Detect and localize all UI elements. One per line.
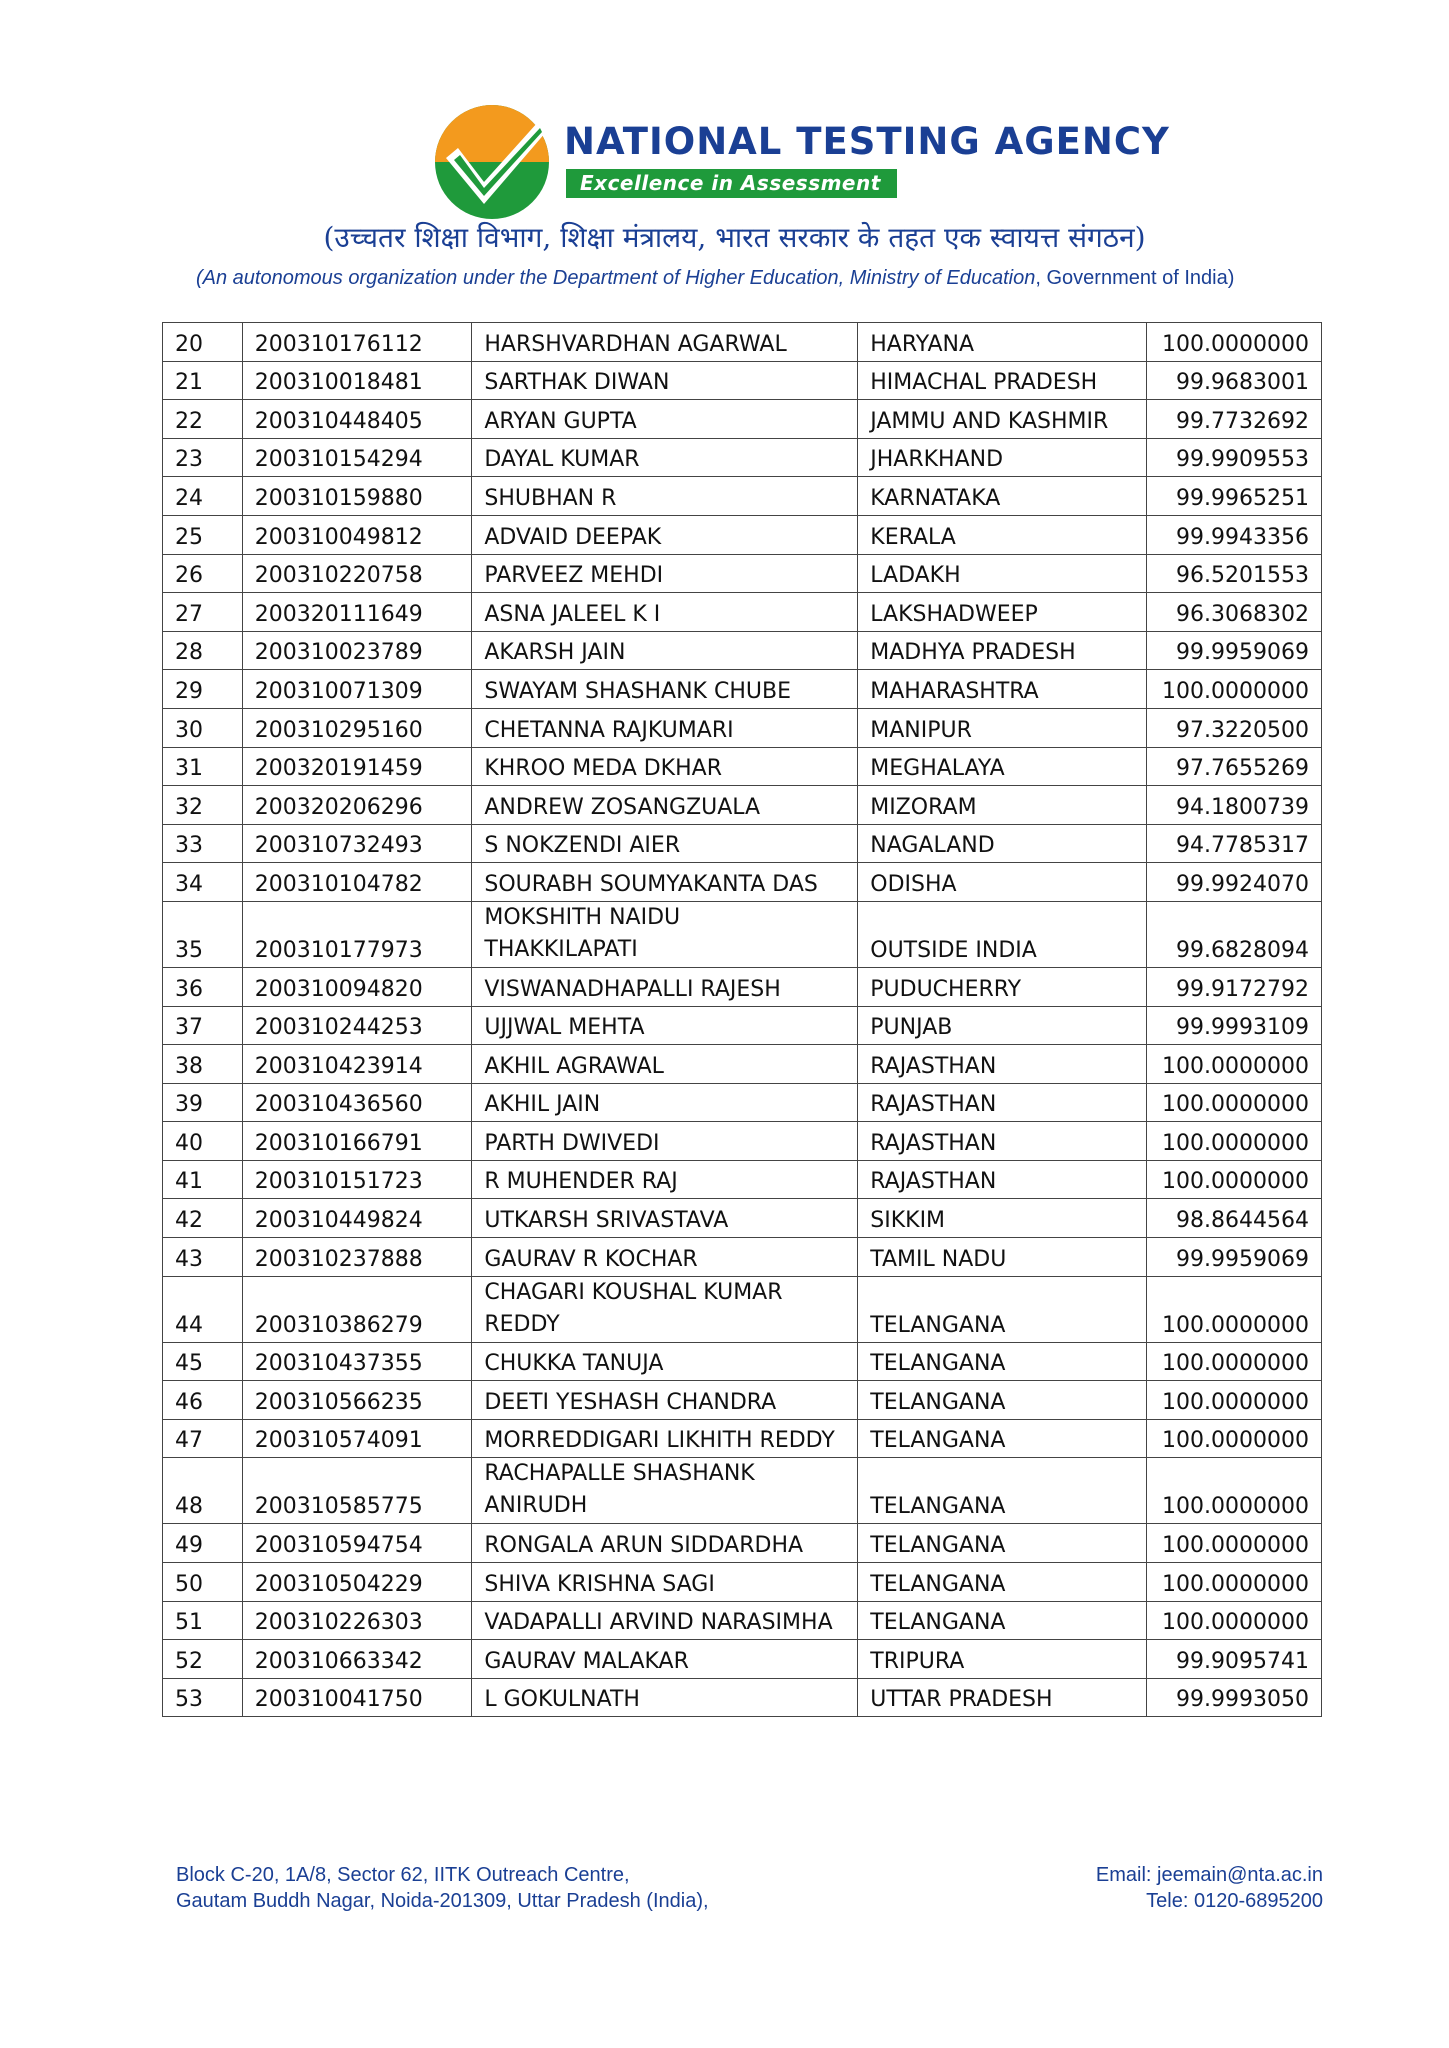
table-row bbox=[163, 1122, 1322, 1161]
table-row bbox=[163, 1276, 1322, 1342]
cell-score: 100.0000000 bbox=[1147, 1563, 1322, 1602]
table-row bbox=[163, 1342, 1322, 1381]
cell-score: 99.9683001 bbox=[1147, 361, 1322, 400]
table-row bbox=[163, 786, 1322, 825]
cell-candidate-name: PARVEEZ MEHDI bbox=[472, 554, 858, 593]
cell-serial-number: 28 bbox=[163, 631, 243, 670]
cell-state: RAJASTHAN bbox=[858, 1160, 1147, 1199]
cell-candidate-name: VADAPALLI ARVIND NARASIMHA bbox=[472, 1601, 858, 1640]
cell-score: 100.0000000 bbox=[1147, 670, 1322, 709]
cell-score: 99.9172792 bbox=[1147, 967, 1322, 1006]
cell-serial-number: 47 bbox=[163, 1419, 243, 1458]
cell-application-number: 200310594754 bbox=[242, 1524, 472, 1563]
cell-score: 100.0000000 bbox=[1147, 1160, 1322, 1199]
table-row bbox=[163, 477, 1322, 516]
cell-state: HIMACHAL PRADESH bbox=[858, 361, 1147, 400]
cell-application-number: 200310159880 bbox=[242, 477, 472, 516]
table-row bbox=[163, 1199, 1322, 1238]
cell-serial-number: 52 bbox=[163, 1640, 243, 1679]
agency-tagline: Excellence in Assessment bbox=[566, 169, 897, 198]
cell-score: 100.0000000 bbox=[1147, 1601, 1322, 1640]
cell-application-number: 200310049812 bbox=[242, 515, 472, 554]
cell-state: SIKKIM bbox=[858, 1199, 1147, 1238]
cell-serial-number: 38 bbox=[163, 1045, 243, 1084]
cell-score: 97.3220500 bbox=[1147, 708, 1322, 747]
cell-application-number: 200310449824 bbox=[242, 1199, 472, 1238]
table-row bbox=[163, 400, 1322, 439]
table-row bbox=[163, 1524, 1322, 1563]
table-row bbox=[163, 1381, 1322, 1420]
english-subtitle-italic: (An autonomous organization under the Department of Higher Education, Ministry of Education bbox=[196, 267, 1036, 289]
cell-candidate-name: MORREDDIGARI LIKHITH REDDY bbox=[472, 1419, 858, 1458]
cell-application-number: 200310386279 bbox=[242, 1276, 472, 1342]
cell-serial-number: 41 bbox=[163, 1160, 243, 1199]
cell-score: 100.0000000 bbox=[1147, 1122, 1322, 1161]
table-row bbox=[163, 708, 1322, 747]
cell-serial-number: 24 bbox=[163, 477, 243, 516]
cell-candidate-name: KHROO MEDA DKHAR bbox=[472, 747, 858, 786]
cell-state: KARNATAKA bbox=[858, 477, 1147, 516]
cell-serial-number: 37 bbox=[163, 1006, 243, 1045]
table-row bbox=[163, 863, 1322, 902]
footer-address bbox=[176, 1862, 709, 1914]
table-row bbox=[163, 747, 1322, 786]
cell-application-number: 200310104782 bbox=[242, 863, 472, 902]
cell-serial-number: 27 bbox=[163, 593, 243, 632]
cell-serial-number: 33 bbox=[163, 824, 243, 863]
cell-candidate-name: SARTHAK DIWAN bbox=[472, 361, 858, 400]
cell-score: 100.0000000 bbox=[1147, 323, 1322, 362]
cell-application-number: 200310226303 bbox=[242, 1601, 472, 1640]
cell-application-number: 200320191459 bbox=[242, 747, 472, 786]
table-row bbox=[163, 901, 1322, 967]
table-row bbox=[163, 1083, 1322, 1122]
table-row bbox=[163, 515, 1322, 554]
cell-serial-number: 31 bbox=[163, 747, 243, 786]
table-row bbox=[163, 967, 1322, 1006]
cell-serial-number: 21 bbox=[163, 361, 243, 400]
cell-candidate-name: GAURAV MALAKAR bbox=[472, 1640, 858, 1679]
cell-application-number: 200310176112 bbox=[242, 323, 472, 362]
cell-score: 99.9993050 bbox=[1147, 1678, 1322, 1717]
cell-serial-number: 49 bbox=[163, 1524, 243, 1563]
cell-state: JAMMU AND KASHMIR bbox=[858, 400, 1147, 439]
cell-state: TELANGANA bbox=[858, 1276, 1147, 1342]
cell-state: MIZORAM bbox=[858, 786, 1147, 825]
cell-application-number: 200310663342 bbox=[242, 1640, 472, 1679]
table-row bbox=[163, 1006, 1322, 1045]
cell-serial-number: 53 bbox=[163, 1678, 243, 1717]
cell-candidate-name: CHAGARI KOUSHAL KUMAR REDDY bbox=[472, 1276, 858, 1342]
cell-state: OUTSIDE INDIA bbox=[858, 901, 1147, 967]
cell-candidate-name: L GOKULNATH bbox=[472, 1678, 858, 1717]
table-row bbox=[163, 438, 1322, 477]
cell-serial-number: 30 bbox=[163, 708, 243, 747]
table-row bbox=[163, 1419, 1322, 1458]
cell-application-number: 200310237888 bbox=[242, 1238, 472, 1277]
cell-candidate-name: SHIVA KRISHNA SAGI bbox=[472, 1563, 858, 1602]
cell-candidate-name: HARSHVARDHAN AGARWAL bbox=[472, 323, 858, 362]
cell-serial-number: 34 bbox=[163, 863, 243, 902]
cell-candidate-name: PARTH DWIVEDI bbox=[472, 1122, 858, 1161]
cell-state: TELANGANA bbox=[858, 1524, 1147, 1563]
cell-application-number: 200310732493 bbox=[242, 824, 472, 863]
cell-candidate-name: AKHIL AGRAWAL bbox=[472, 1045, 858, 1084]
cell-serial-number: 51 bbox=[163, 1601, 243, 1640]
footer-contact bbox=[1096, 1862, 1323, 1914]
cell-application-number: 200310437355 bbox=[242, 1342, 472, 1381]
cell-candidate-name: ADVAID DEEPAK bbox=[472, 515, 858, 554]
cell-application-number: 200310071309 bbox=[242, 670, 472, 709]
cell-application-number: 200320111649 bbox=[242, 593, 472, 632]
cell-state: TELANGANA bbox=[858, 1458, 1147, 1524]
cell-score: 100.0000000 bbox=[1147, 1458, 1322, 1524]
cell-candidate-name: GAURAV R KOCHAR bbox=[472, 1238, 858, 1277]
cell-application-number: 200310566235 bbox=[242, 1381, 472, 1420]
cell-score: 96.5201553 bbox=[1147, 554, 1322, 593]
cell-state: MANIPUR bbox=[858, 708, 1147, 747]
cell-candidate-name: SWAYAM SHASHANK CHUBE bbox=[472, 670, 858, 709]
cell-state: UTTAR PRADESH bbox=[858, 1678, 1147, 1717]
table-row bbox=[163, 1601, 1322, 1640]
table-row bbox=[163, 1563, 1322, 1602]
cell-state: ODISHA bbox=[858, 863, 1147, 902]
cell-score: 99.9959069 bbox=[1147, 1238, 1322, 1277]
cell-candidate-name: DAYAL KUMAR bbox=[472, 438, 858, 477]
table-row bbox=[163, 323, 1322, 362]
cell-state: TELANGANA bbox=[858, 1381, 1147, 1420]
cell-serial-number: 26 bbox=[163, 554, 243, 593]
table-row bbox=[163, 670, 1322, 709]
results-table bbox=[162, 322, 1322, 1717]
cell-score: 100.0000000 bbox=[1147, 1276, 1322, 1342]
cell-serial-number: 36 bbox=[163, 967, 243, 1006]
cell-state: TELANGANA bbox=[858, 1419, 1147, 1458]
cell-score: 97.7655269 bbox=[1147, 747, 1322, 786]
footer-address-line2: Gautam Buddh Nagar, Noida-201309, Uttar Pradesh (India), bbox=[176, 1890, 709, 1912]
cell-serial-number: 40 bbox=[163, 1122, 243, 1161]
footer-email: Email: jeemain@nta.ac.in bbox=[1095, 1864, 1323, 1886]
cell-score: 100.0000000 bbox=[1147, 1083, 1322, 1122]
cell-application-number: 200320206296 bbox=[242, 786, 472, 825]
cell-score: 99.9924070 bbox=[1147, 863, 1322, 902]
cell-state: TRIPURA bbox=[858, 1640, 1147, 1679]
cell-application-number: 200310151723 bbox=[242, 1160, 472, 1199]
cell-state: MAHARASHTRA bbox=[858, 670, 1147, 709]
cell-state: JHARKHAND bbox=[858, 438, 1147, 477]
cell-application-number: 200310094820 bbox=[242, 967, 472, 1006]
cell-candidate-name: RACHAPALLE SHASHANK ANIRUDH bbox=[472, 1458, 858, 1524]
cell-application-number: 200310295160 bbox=[242, 708, 472, 747]
cell-score: 99.9095741 bbox=[1147, 1640, 1322, 1679]
cell-state: MEGHALAYA bbox=[858, 747, 1147, 786]
cell-application-number: 200310244253 bbox=[242, 1006, 472, 1045]
cell-score: 99.6828094 bbox=[1147, 901, 1322, 967]
cell-serial-number: 39 bbox=[163, 1083, 243, 1122]
cell-state: TAMIL NADU bbox=[858, 1238, 1147, 1277]
cell-state: MADHYA PRADESH bbox=[858, 631, 1147, 670]
cell-serial-number: 43 bbox=[163, 1238, 243, 1277]
table-row bbox=[163, 554, 1322, 593]
cell-score: 100.0000000 bbox=[1147, 1045, 1322, 1084]
cell-state: LAKSHADWEEP bbox=[858, 593, 1147, 632]
cell-serial-number: 48 bbox=[163, 1458, 243, 1524]
cell-serial-number: 32 bbox=[163, 786, 243, 825]
cell-application-number: 200310023789 bbox=[242, 631, 472, 670]
cell-serial-number: 20 bbox=[163, 323, 243, 362]
footer-address-line1: Block C-20, 1A/8, Sector 62, IITK Outreach Centre, bbox=[176, 1864, 630, 1886]
cell-application-number: 200310154294 bbox=[242, 438, 472, 477]
cell-score: 94.1800739 bbox=[1147, 786, 1322, 825]
cell-application-number: 200310041750 bbox=[242, 1678, 472, 1717]
cell-candidate-name: ASNA JALEEL K I bbox=[472, 593, 858, 632]
cell-serial-number: 45 bbox=[163, 1342, 243, 1381]
table-row bbox=[163, 631, 1322, 670]
footer-phone: Tele: 0120-6895200 bbox=[1146, 1890, 1323, 1912]
cell-candidate-name: AKARSH JAIN bbox=[472, 631, 858, 670]
nta-checkmark-logo-icon bbox=[434, 104, 550, 220]
cell-candidate-name: CHUKKA TANUJA bbox=[472, 1342, 858, 1381]
cell-serial-number: 22 bbox=[163, 400, 243, 439]
cell-serial-number: 23 bbox=[163, 438, 243, 477]
cell-candidate-name: AKHIL JAIN bbox=[472, 1083, 858, 1122]
cell-serial-number: 46 bbox=[163, 1381, 243, 1420]
cell-candidate-name: ARYAN GUPTA bbox=[472, 400, 858, 439]
cell-application-number: 200310574091 bbox=[242, 1419, 472, 1458]
cell-candidate-name: VISWANADHAPALLI RAJESH bbox=[472, 967, 858, 1006]
agency-name: NATIONAL TESTING AGENCY bbox=[564, 120, 1170, 163]
cell-candidate-name: DEETI YESHASH CHANDRA bbox=[472, 1381, 858, 1420]
table-row bbox=[163, 1678, 1322, 1717]
cell-state: LADAKH bbox=[858, 554, 1147, 593]
cell-candidate-name: CHETANNA RAJKUMARI bbox=[472, 708, 858, 747]
cell-state: HARYANA bbox=[858, 323, 1147, 362]
cell-score: 96.3068302 bbox=[1147, 593, 1322, 632]
cell-application-number: 200310018481 bbox=[242, 361, 472, 400]
cell-state: TELANGANA bbox=[858, 1601, 1147, 1640]
table-row bbox=[163, 593, 1322, 632]
cell-score: 98.8644564 bbox=[1147, 1199, 1322, 1238]
cell-candidate-name: SHUBHAN R bbox=[472, 477, 858, 516]
cell-candidate-name: SOURABH SOUMYAKANTA DAS bbox=[472, 863, 858, 902]
english-subtitle-rest: , Government of India) bbox=[1035, 267, 1235, 289]
cell-state: RAJASTHAN bbox=[858, 1083, 1147, 1122]
cell-candidate-name: UTKARSH SRIVASTAVA bbox=[472, 1199, 858, 1238]
table-row bbox=[163, 1045, 1322, 1084]
table-row bbox=[163, 1238, 1322, 1277]
cell-score: 99.9909553 bbox=[1147, 438, 1322, 477]
cell-score: 99.9993109 bbox=[1147, 1006, 1322, 1045]
table-row bbox=[163, 361, 1322, 400]
cell-score: 99.9943356 bbox=[1147, 515, 1322, 554]
cell-state: KERALA bbox=[858, 515, 1147, 554]
cell-score: 100.0000000 bbox=[1147, 1342, 1322, 1381]
cell-score: 99.9959069 bbox=[1147, 631, 1322, 670]
cell-candidate-name: ANDREW ZOSANGZUALA bbox=[472, 786, 858, 825]
cell-state: PUDUCHERRY bbox=[858, 967, 1147, 1006]
cell-serial-number: 29 bbox=[163, 670, 243, 709]
cell-state: PUNJAB bbox=[858, 1006, 1147, 1045]
english-subtitle bbox=[196, 267, 1234, 290]
cell-serial-number: 35 bbox=[163, 901, 243, 967]
cell-candidate-name: RONGALA ARUN SIDDARDHA bbox=[472, 1524, 858, 1563]
cell-application-number: 200310436560 bbox=[242, 1083, 472, 1122]
cell-candidate-name: MOKSHITH NAIDU THAKKILAPATI bbox=[472, 901, 858, 967]
table-row bbox=[163, 1160, 1322, 1199]
cell-state: TELANGANA bbox=[858, 1342, 1147, 1381]
cell-application-number: 200310585775 bbox=[242, 1458, 472, 1524]
cell-serial-number: 25 bbox=[163, 515, 243, 554]
cell-serial-number: 50 bbox=[163, 1563, 243, 1602]
cell-serial-number: 42 bbox=[163, 1199, 243, 1238]
cell-application-number: 200310423914 bbox=[242, 1045, 472, 1084]
cell-application-number: 200310220758 bbox=[242, 554, 472, 593]
cell-state: RAJASTHAN bbox=[858, 1122, 1147, 1161]
cell-application-number: 200310448405 bbox=[242, 400, 472, 439]
cell-candidate-name: S NOKZENDI AIER bbox=[472, 824, 858, 863]
cell-application-number: 200310166791 bbox=[242, 1122, 472, 1161]
table-row bbox=[163, 824, 1322, 863]
hindi-subtitle: (उच्चतर शिक्षा विभाग, शिक्षा मंत्रालय, भारत सरकार के तहत एक स्वायत्त संगठन) bbox=[323, 221, 1146, 254]
cell-application-number: 200310177973 bbox=[242, 901, 472, 967]
cell-state: TELANGANA bbox=[858, 1563, 1147, 1602]
results-table-body bbox=[163, 323, 1322, 1717]
cell-candidate-name: UJJWAL MEHTA bbox=[472, 1006, 858, 1045]
cell-score: 99.9965251 bbox=[1147, 477, 1322, 516]
cell-score: 94.7785317 bbox=[1147, 824, 1322, 863]
table-row bbox=[163, 1458, 1322, 1524]
cell-score: 100.0000000 bbox=[1147, 1381, 1322, 1420]
cell-candidate-name: R MUHENDER RAJ bbox=[472, 1160, 858, 1199]
cell-state: NAGALAND bbox=[858, 824, 1147, 863]
cell-score: 100.0000000 bbox=[1147, 1524, 1322, 1563]
cell-state: RAJASTHAN bbox=[858, 1045, 1147, 1084]
cell-serial-number: 44 bbox=[163, 1276, 243, 1342]
cell-score: 100.0000000 bbox=[1147, 1419, 1322, 1458]
cell-application-number: 200310504229 bbox=[242, 1563, 472, 1602]
cell-score: 99.7732692 bbox=[1147, 400, 1322, 439]
table-row bbox=[163, 1640, 1322, 1679]
letterhead bbox=[0, 0, 1449, 300]
